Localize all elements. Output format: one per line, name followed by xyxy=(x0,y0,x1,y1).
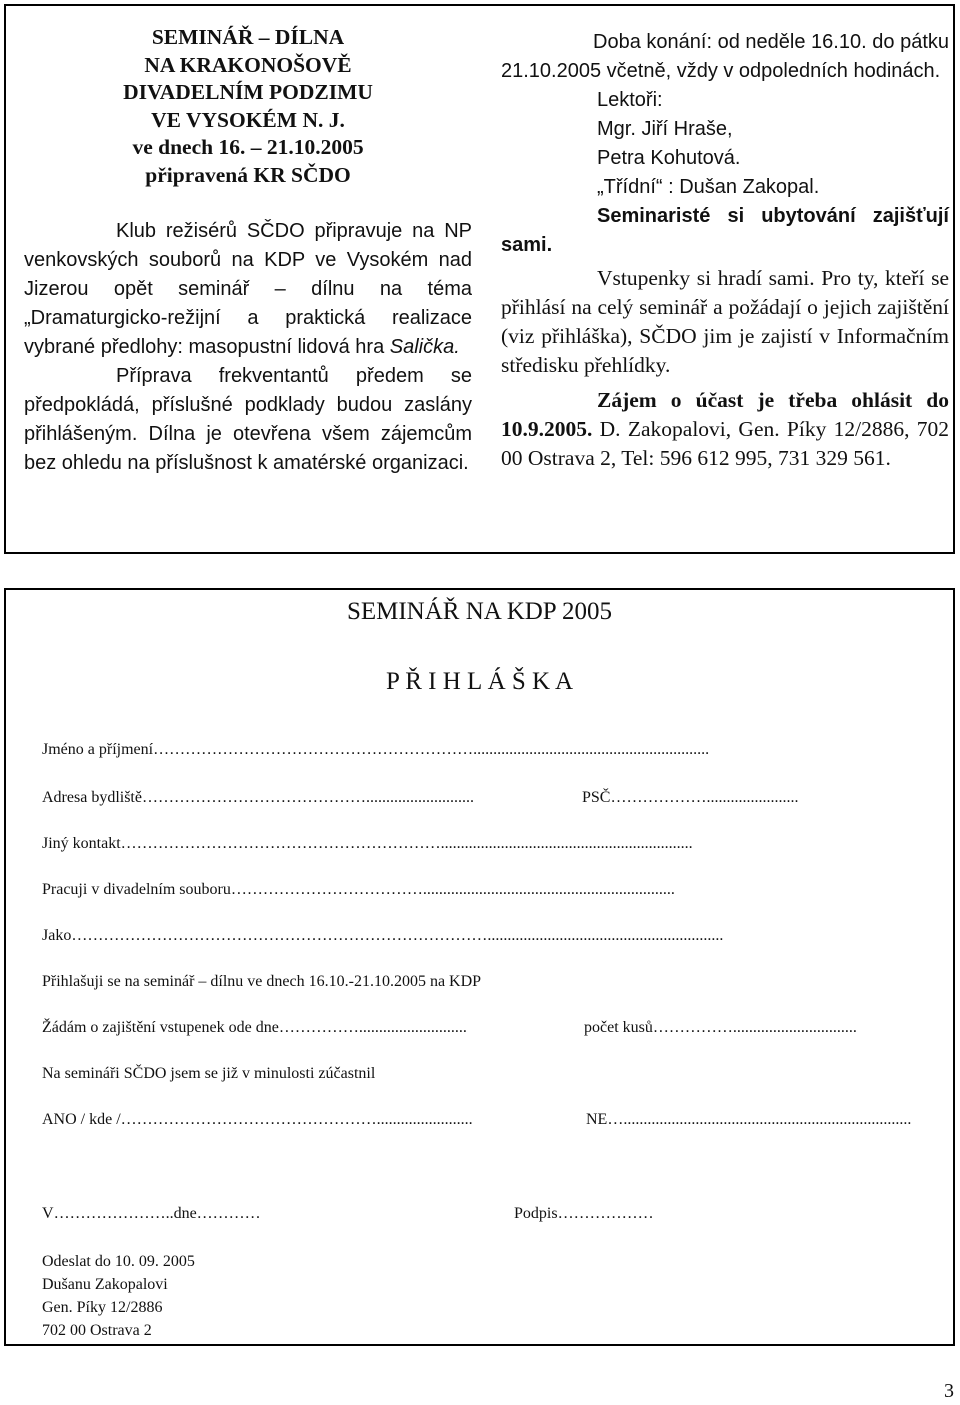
field-label: V xyxy=(42,1205,54,1222)
previous-attendance-question: Na semináři SČDO jsem se již v minulosti zúčastnil xyxy=(42,1065,376,1082)
lecturers-label: Lektoři: xyxy=(597,89,663,111)
title-line: ve dnech 16. – 21.10.2005 xyxy=(132,135,364,159)
lecturer-name: Mgr. Jiří Hraše, xyxy=(597,118,733,140)
registration-paragraph xyxy=(501,386,949,473)
address-line: Gen. Píky 12/2886 xyxy=(42,1299,163,1316)
preparation-paragraph: Příprava frekventantů předem se předpokládá, příslušné podklady budou zaslány přihlášeným. Dílna je otevřena všem zájemcům bez ohledu na příslušnost k amatérské organizaci. xyxy=(24,365,472,474)
name-field[interactable]: Jméno a příjmení……………………………………………………........................................................... xyxy=(42,741,710,758)
role-field[interactable]: Jako……………………………………………………………………........................................................... xyxy=(42,927,724,944)
postal-code-field[interactable]: PSČ………………....................... xyxy=(582,789,799,806)
field-label: Jako xyxy=(42,927,72,944)
address-line: Odeslat do 10. 09. 2005 xyxy=(42,1253,195,1270)
left-column xyxy=(24,24,472,478)
play-title: Salička. xyxy=(389,336,460,358)
registration-form-box xyxy=(4,588,955,1346)
other-contact-field[interactable]: Jiný kontakt……………………………………………………............................................................... xyxy=(42,835,693,852)
intro-paragraph: Klub režisérů SČDO připravuje na NP venkovských souborů na KDP ve Vysokém nad Jizerou opět seminář – dílnu na téma „Dramaturgicko-režijní a praktická realizace vybrané předlohy: masopustní lidová hra Salička. xyxy=(24,220,472,358)
no-field[interactable]: NE…........................................................................ xyxy=(586,1111,912,1128)
field-label: PSČ xyxy=(582,789,611,806)
field-label: dne xyxy=(173,1205,197,1222)
field-label: počet kusů xyxy=(584,1019,653,1036)
lecturer-name: Petra Kohutová. xyxy=(597,147,741,169)
right-column xyxy=(501,28,949,473)
title-line: DIVADELNÍM PODZIMU xyxy=(123,80,373,104)
contact-text: D. Zakopalovi, Gen. Píky 12/2886, 702 00 Ostrava 2, Tel: 596 612 995, 731 329 561. xyxy=(501,417,949,470)
seminar-info-box xyxy=(4,4,955,554)
tickets-date-field[interactable]: Žádám o zajištění vstupenek ode dne……………........................... xyxy=(42,1019,467,1036)
field-label: Jiný kontakt xyxy=(42,835,121,852)
registration-statement: Přihlašuji se na seminář – dílnu ve dnech 16.10.-21.10.2005 na KDP xyxy=(42,973,482,990)
field-label: ANO / kde / xyxy=(42,1111,121,1128)
seminar-title xyxy=(24,24,472,189)
address-line: 702 00 Ostrava 2 xyxy=(42,1322,152,1339)
yes-where-field[interactable]: ANO / kde /…………………………………………........................ xyxy=(42,1111,473,1128)
address-field[interactable]: Adresa bydliště……………………………………........................... xyxy=(42,789,474,806)
tickets-count-field[interactable]: počet kusů……………............................... xyxy=(584,1019,857,1036)
title-line: SEMINÁŘ – DÍLNA xyxy=(151,25,345,49)
address-line: Dušanu Zakopalovi xyxy=(42,1276,168,1293)
title-line: připravená KR SČDO xyxy=(145,162,351,187)
field-label: NE xyxy=(586,1111,608,1128)
form-heading: SEMINÁŘ NA KDP 2005 xyxy=(346,598,613,625)
place-field[interactable]: V…………………..dne………… xyxy=(42,1205,261,1222)
title-line: NA KRAKONOŠOVĚ xyxy=(144,52,352,77)
field-label: Pracuji v divadelním souboru xyxy=(42,881,231,898)
field-label: Jméno a příjmení xyxy=(42,741,154,758)
class-leader: „Třídní“ : Dušan Zakopal. xyxy=(597,176,820,198)
field-label: Podpis xyxy=(514,1205,558,1222)
deadline-text: Zájem o účast je třeba ohlásit do 10.9.2005. xyxy=(501,388,949,441)
accommodation-note: Seminaristé si ubytování zajišťují sami. xyxy=(501,205,949,256)
form-subheading: P Ř I H L Á Š K A xyxy=(385,668,574,695)
tickets-paragraph: Vstupenky si hradí sami. Pro ty, kteří se přihlásí na celý seminář a požádají o jejich zajištění (viz přihláška), SČDO jim je zajistí v Informačním středisku přehlídky. xyxy=(501,266,949,377)
signature-field[interactable]: Podpis……………… xyxy=(514,1205,654,1222)
field-label: Žádám o zajištění vstupenek ode dne xyxy=(42,1019,279,1036)
field-label: Adresa bydliště xyxy=(42,789,142,806)
theatre-group-field[interactable]: Pracuji v divadelním souboru………………………………............................................................... xyxy=(42,881,675,898)
mailing-address xyxy=(42,1250,195,1342)
date-paragraph: Doba konání: od neděle 16.10. do pátku 21.10.2005 včetně, vždy v odpoledních hodinách. xyxy=(501,31,949,82)
title-line: VE VYSOKÉM N. J. xyxy=(151,107,345,132)
page-number: 3 xyxy=(944,1380,954,1402)
